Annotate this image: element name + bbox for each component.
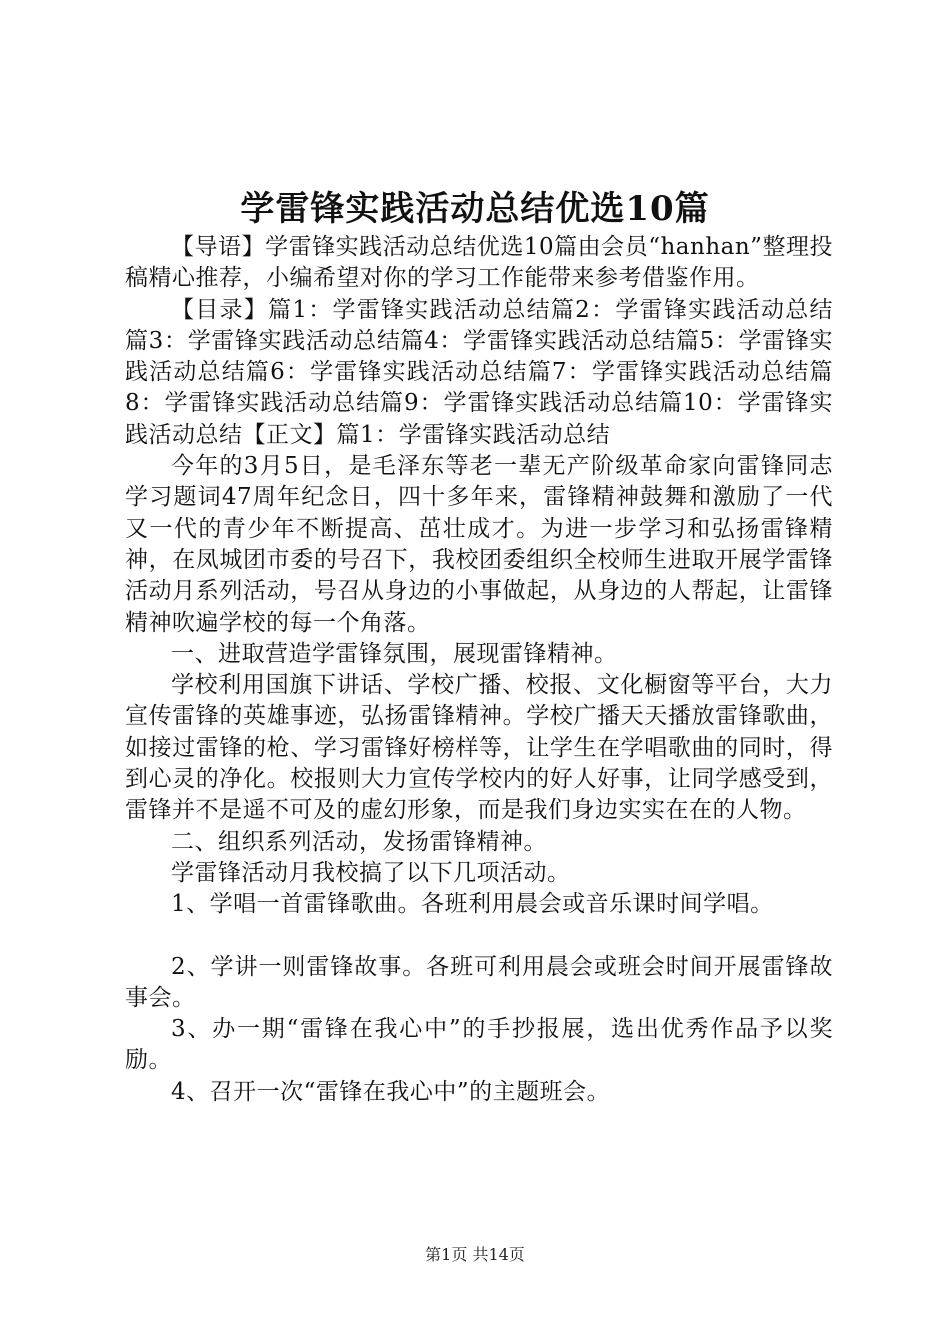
section-heading: 二、组织系列活动，发扬雷锋精神。 bbox=[171, 828, 547, 855]
section-heading: 一、进取营造学雷锋氛围，展现雷锋精神。 bbox=[171, 640, 618, 667]
list-item: 1、学唱一首雷锋歌曲。各班利用晨会或音乐课时间学唱。 bbox=[171, 891, 774, 918]
toc-paragraph: 【目录】篇1：学雷锋实践活动总结篇2：学雷锋实践活动总结篇3：学雷锋实践活动总结篇4：学雷锋实践活动总结篇5：学雷锋实践活动总结篇6：学雷锋实践活动总结篇7：学雷锋实践活动总结篇8：学雷锋实践活动总结篇9：学雷锋实践活动总结篇10：学雷锋实践活动总结【正文】篇1：学雷锋实践活动总结 bbox=[125, 296, 833, 448]
body-paragraph: 学校利用国旗下讲话、学校广播、校报、文化橱窗等平台，大力宣传雷锋的英雄事迹，弘扬雷锋精神。学校广播天天播放雷锋歌曲，如接过雷锋的枪、学习雷锋好榜样等，让学生在学唱歌曲的同时，得到心灵的净化。校报则大力宣传学校内的好人好事，让同学感受到，雷锋并不是遥不可及的虚幻形象，而是我们身边实实在在的人物。 bbox=[125, 672, 833, 824]
list-item: 3、办一期“雷锋在我心中”的手抄报展，选出优秀作品予以奖励。 bbox=[125, 1016, 833, 1074]
list-item: 2、学讲一则雷锋故事。各班可利用晨会或班会时间开展雷锋故事会。 bbox=[125, 953, 833, 1011]
document-title: 学雷锋实践活动总结优选10篇 bbox=[240, 189, 710, 229]
document-body bbox=[125, 232, 833, 1108]
body-paragraph: 学雷锋活动月我校搞了以下几项活动。 bbox=[171, 859, 571, 886]
list-item: 4、召开一次“雷锋在我心中”的主题班会。 bbox=[171, 1078, 611, 1105]
page-number: 第1页 共14页 bbox=[425, 1245, 525, 1264]
body-paragraph: 今年的3月5日，是毛泽东等老一辈无产阶级革命家向雷锋同志学习题词47周年纪念日，四十多年来，雷锋精神鼓舞和激励了一代又一代的青少年不断提高、茁壮成才。为进一步学习和弘扬雷锋精神，在凤城团市委的号召下，我校团委组织全校师生进取开展学雷锋活动月系列活动，号召从身边的小事做起，从身边的人帮起，让雷锋精神吹遍学校的每一个角落。 bbox=[125, 453, 833, 636]
intro-paragraph: 【导语】学雷锋实践活动总结优选10篇由会员“hanhan”整理投稿精心推荐，小编希望对你的学习工作能带来参考借鉴作用。 bbox=[125, 234, 833, 292]
